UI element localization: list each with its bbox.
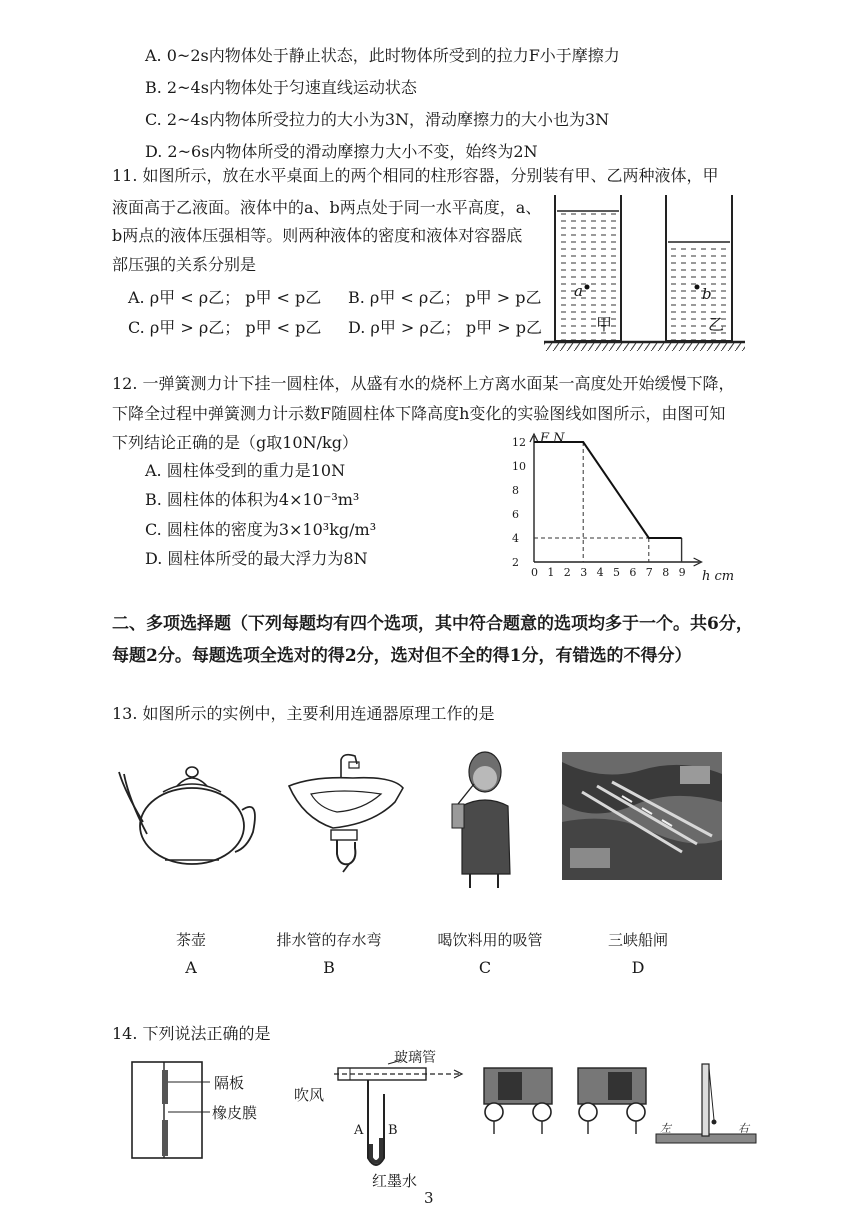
chart-x-tick-label: 5 <box>613 566 620 579</box>
chart-y-tick-label: 10 <box>512 460 526 473</box>
q13-letter-a: A <box>185 958 197 977</box>
label-membrane: 橡皮膜 <box>212 1104 258 1122</box>
q13-letter-c: C <box>478 958 492 977</box>
chart-x-tick-label: 8 <box>662 566 670 579</box>
label-right: 右 <box>738 1122 749 1135</box>
label-glass-tube: 玻璃管 <box>394 1050 436 1066</box>
chart-y-tick-label: 8 <box>512 484 519 497</box>
label-b-tube: B <box>388 1123 398 1138</box>
chart-x-tick-label: 1 <box>547 566 555 579</box>
label-a-tube: A <box>354 1123 364 1138</box>
label-blow: 吹风 <box>294 1086 325 1104</box>
chart-y-tick-label: 2 <box>512 556 519 569</box>
section2-heading-line-1: 二、多项选择题（下列每题均有四个选项，其中符合题意的选项均多于一个。共6分， <box>112 614 753 634</box>
q14-stem: 14. 下列说法正确的是 <box>112 1024 271 1043</box>
label-b: b <box>702 285 712 303</box>
chart-y-tick-label: 6 <box>512 508 519 521</box>
q12-option-d: D. 圆柱体所受的最大浮力为8N <box>145 549 368 568</box>
q12-force-height-chart <box>500 428 760 588</box>
label-a: a <box>574 282 583 300</box>
chart-series-line <box>534 442 682 538</box>
partition-container-figure <box>128 1060 308 1160</box>
chart-x-tick-label: 0 <box>531 566 538 579</box>
chart-x-tick-label: 6 <box>629 566 637 579</box>
q13-caption-a: 茶壶 <box>175 931 206 949</box>
q10-option-a: A. 0~2s内物体处于静止状态，此时物体所受到的拉力F小于摩擦力 <box>145 46 620 65</box>
chart-x-tick-label: 7 <box>645 566 653 579</box>
chart-x-tick-label: 9 <box>678 566 686 579</box>
three-gorges-locks-photo <box>562 752 722 880</box>
q13-caption-c: 喝饮料用的吸管 <box>437 931 543 949</box>
u-tube-blow-figure <box>290 1050 470 1190</box>
label-partition: 隔板 <box>214 1074 245 1092</box>
chart-xlabel: h cm <box>702 569 735 584</box>
teapot-icon <box>115 748 265 868</box>
q12-stem-line-3: 下列结论正确的是（g取10N/kg） <box>112 433 358 452</box>
chart-y-tick-label: 4 <box>512 532 519 545</box>
cart-figure-1 <box>478 1058 558 1138</box>
chart-x-tick-label: 4 <box>596 566 604 579</box>
q11-stem-line-3: b两点的液体压强相等。则两种液体的密度和液体对容器底 <box>112 226 523 245</box>
label-jia: 甲 <box>596 315 613 334</box>
q10-option-d: D. 2~6s内物体所受的滑动摩擦力大小不变，始终为2N <box>145 142 538 161</box>
q13-letter-d: D <box>631 958 645 977</box>
chart-y-tick-label: 12 <box>512 436 526 449</box>
point-a <box>585 285 590 290</box>
sink-drain-trap-icon <box>283 748 433 873</box>
q12-option-c: C. 圆柱体的密度为3×10³kg/m³ <box>145 520 377 539</box>
q11-stem-line-1: 11. 如图所示，放在水平桌面上的两个相同的柱形容器，分别装有甲、乙两种液体，甲 <box>112 166 719 185</box>
label-yi: 乙 <box>708 315 725 334</box>
q11-stem-line-2: 液面高于乙液面。液体中的a、b两点处于同一水平高度，a、 <box>112 198 542 217</box>
plumb-line-figure <box>652 1056 762 1146</box>
q11-option-b: B. ρ甲 < ρ乙； p甲 > p乙 <box>348 288 542 307</box>
q13-stem: 13. 如图所示的实例中，主要利用连通器原理工作的是 <box>112 704 495 723</box>
cart-figure-2 <box>572 1058 652 1138</box>
q13-caption-b: 排水管的存水弯 <box>276 931 382 949</box>
chart-x-tick-label: 2 <box>563 566 571 579</box>
point-b <box>695 285 700 290</box>
q10-option-b: B. 2~4s内物体处于匀速直线运动状态 <box>145 78 417 97</box>
q11-containers-figure <box>540 190 750 360</box>
page-number: 3 <box>424 1189 434 1207</box>
q11-stem-line-4: 部压强的关系分别是 <box>112 255 257 274</box>
q12-option-b: B. 圆柱体的体积为4×10⁻³m³ <box>145 490 360 509</box>
q12-stem-line-2: 下降全过程中弹簧测力计示数F随圆柱体下降高度h变化的实验图线如图所示，由图可知 <box>112 404 726 423</box>
q12-option-a: A. 圆柱体受到的重力是10N <box>145 461 346 480</box>
q12-stem-line-1: 12. 一弹簧测力计下挂一圆柱体，从盛有水的烧杯上方离水面某一高度处开始缓慢下降， <box>112 374 735 393</box>
q11-option-a: A. ρ甲 < ρ乙； p甲 < p乙 <box>128 288 322 307</box>
q11-option-d: D. ρ甲 > ρ乙； p甲 > p乙 <box>348 318 542 337</box>
boy-drinking-straw-icon <box>440 748 540 888</box>
section2-heading-line-2: 每题2分。每题选项全选对的得2分，选对但不全的得1分，有错选的不得分） <box>112 646 692 666</box>
q11-option-c: C. ρ甲 > ρ乙； p甲 < p乙 <box>128 318 322 337</box>
q13-letter-b: B <box>323 958 335 977</box>
chart-x-tick-label: 3 <box>580 566 588 579</box>
chart-ylabel: F N <box>540 431 565 446</box>
label-red-water: 红墨水 <box>372 1172 418 1190</box>
q13-caption-d: 三峡船闸 <box>607 931 668 949</box>
label-left: 左 <box>660 1122 671 1135</box>
q10-option-c: C. 2~4s内物体所受拉力的大小为3N，滑动摩擦力的大小也为3N <box>145 110 610 129</box>
